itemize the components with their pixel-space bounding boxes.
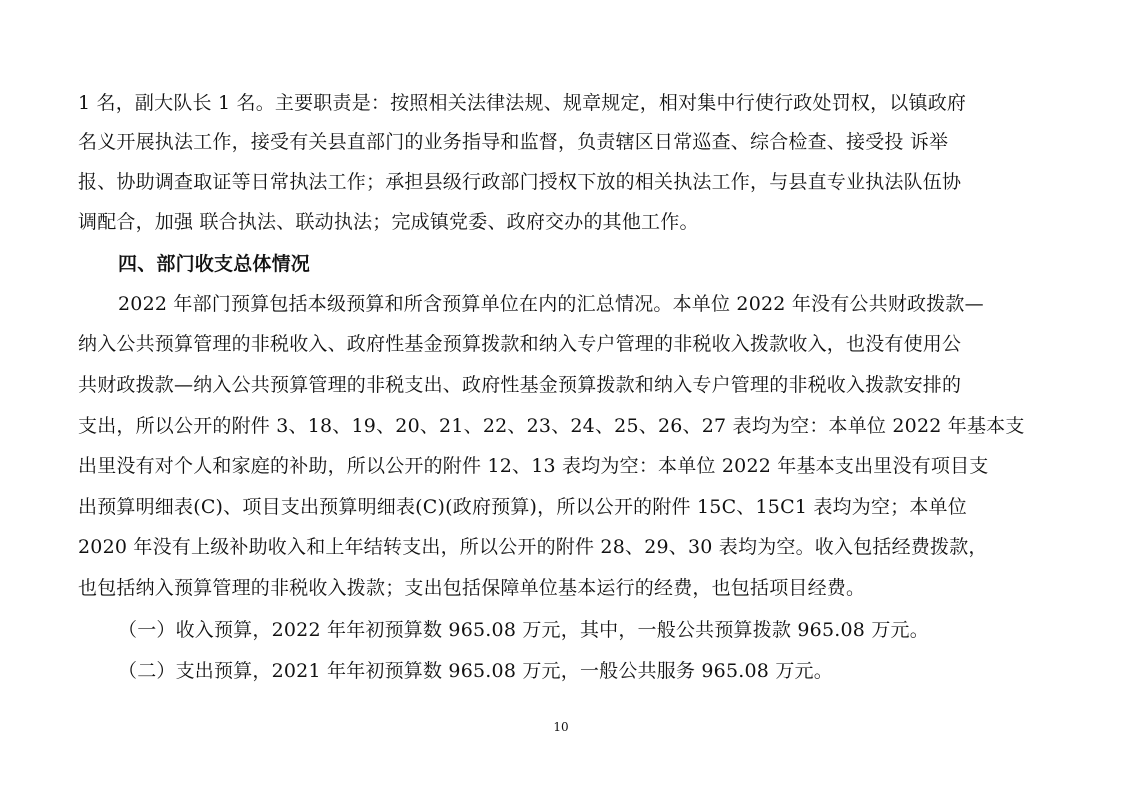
page-number: 10 <box>553 720 569 734</box>
income-budget-item: （一）收入预算，2022 年年初预算数 965.08 万元，其中，一般公共预算拨款 965.08 万元。 <box>118 619 929 641</box>
duties-line-4: 调配合，加强 联合执法、联动执法；完成镇党委、政府交办的其他工作。 <box>78 211 699 233</box>
expenditure-budget-item: （二）支出预算，2021 年年初预算数 965.08 万元，一般公共服务 965.08 万元。 <box>118 660 833 682</box>
budget-overview-line-6: 出预算明细表(C)、项目支出预算明细表(C)(政府预算)，所以公开的附件 15C、15C1 表均为空；本单位 <box>78 496 967 518</box>
duties-line-2: 名义开展执法工作，接受有关县直部门的业务指导和监督，负责辖区日常巡查、综合检查、接受投 诉举 <box>78 131 949 153</box>
budget-overview-line-8: 也包括纳入预算管理的非税收入拨款；支出包括保障单位基本运行的经费，也包括项目经费。 <box>78 577 866 599</box>
budget-overview-line-2: 纳入公共预算管理的非税收入、政府性基金预算拨款和纳入专户管理的非税收入拨款收入，也没有使用公 <box>78 333 962 355</box>
budget-overview-line-3: 共财政拨款—纳入公共预算管理的非税支出、政府性基金预算拨款和纳入专户管理的非税收入拨款安排的 <box>78 374 962 396</box>
duties-line-1: 1 名，副大队长 1 名。主要职责是：按照相关法律法规、规章规定，相对集中行使行政处罚权，以镇政府 <box>78 92 967 114</box>
budget-overview-line-5: 出里没有对个人和家庭的补助，所以公开的附件 12、13 表均为空：本单位 2022 年基本支出里没有项目支 <box>78 455 989 477</box>
duties-line-3: 报、协助调查取证等日常执法工作；承担县级行政部门授权下放的相关执法工作，与县直专业执法队伍协 <box>78 171 962 193</box>
budget-overview-line-7: 2020 年没有上级补助收入和上年结转支出，所以公开的附件 28、29、30 表均为空。收入包括经费拨款， <box>78 536 988 558</box>
budget-overview-line-1: 2022 年部门预算包括本级预算和所含预算单位在内的汇总情况。本单位 2022 年没有公共财政拨款— <box>118 293 984 315</box>
section-heading: 四、部门收支总体情况 <box>118 253 311 275</box>
budget-overview-line-4: 支出，所以公开的附件 3、18、19、20、21、22、23、24、25、26、27 表均为空：本单位 2022 年基本支 <box>78 415 1025 437</box>
